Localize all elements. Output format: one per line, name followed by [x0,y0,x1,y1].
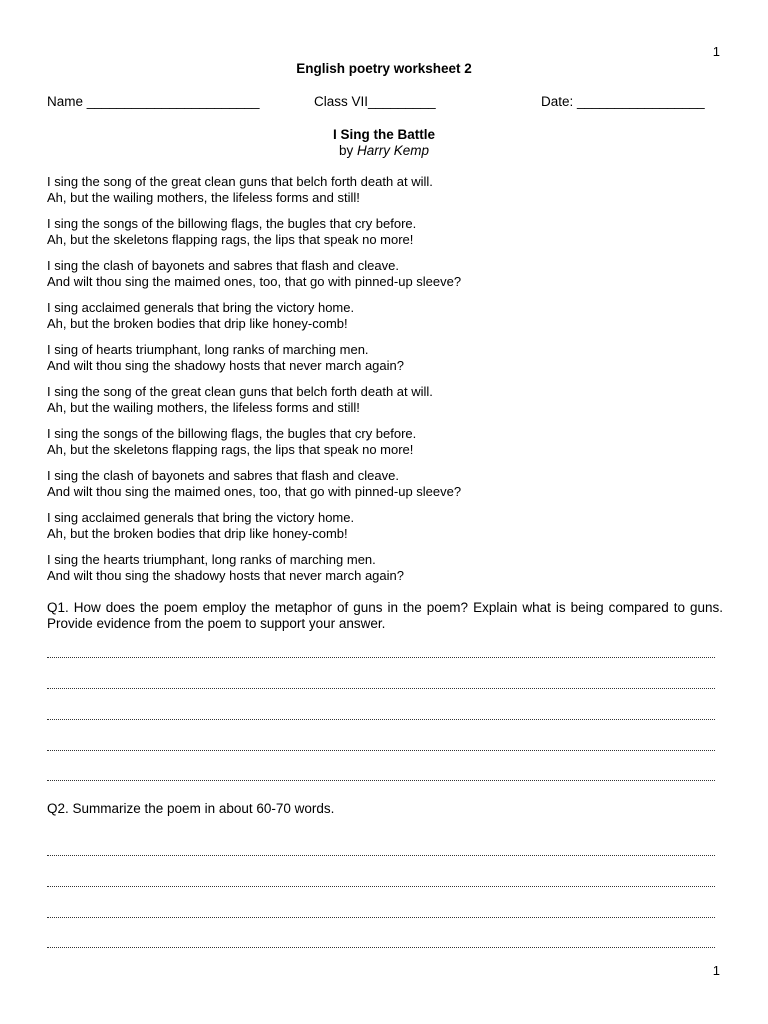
poem-line: Ah, but the wailing mothers, the lifeless forms and still! [47,399,360,415]
question-2: Q2. Summarize the poem in about 60-70 words. [47,801,335,816]
poem-stanzas [47,174,727,594]
poem-stanza [47,216,727,247]
class-field[interactable]: Class VII_________ [314,94,436,109]
student-info-fields [47,94,722,112]
poem-stanza [47,300,727,331]
poem-line: I sing the clash of bayonets and sabres that flash and cleave. [47,468,399,483]
poem-line: I sing the song of the great clean guns that belch forth death at will. [47,174,433,189]
answer-line-q2[interactable] [47,885,715,887]
byline-prefix: by [338,143,354,158]
poem-line: Ah, but the wailing mothers, the lifeless forms and still! [47,189,360,205]
poem-line: And wilt thou sing the shadowy hosts that never march again? [47,357,404,373]
poem-stanza [47,468,727,499]
question-1: Q1. How does the poem employ the metaphor of guns in the poem? Explain what is being compared to guns. Provide evidence from the poem to support your answer. [47,600,723,631]
poem-line: Ah, but the skeletons flapping rags, the lips that speak no more! [47,441,414,457]
page-number-bottom: 1 [712,963,720,978]
answer-line-q2[interactable] [47,916,715,918]
poem-line: And wilt thou sing the shadowy hosts that never march again? [47,567,404,583]
answer-line-q1[interactable] [47,718,715,720]
poem-byline [0,143,768,158]
poem-line: I sing the songs of the billowing flags, the bugles that cry before. [47,216,417,231]
poem-line: I sing the hearts triumphant, long ranks of marching men. [47,552,376,567]
poem-stanza [47,552,727,583]
poem-line: Ah, but the broken bodies that drip like honey-comb! [47,525,348,541]
page-number-top: 1 [712,44,720,59]
answer-line-q1[interactable] [47,656,715,658]
poem-title: I Sing the Battle [332,127,435,142]
answer-line-q2[interactable] [47,946,715,948]
answer-line-q1[interactable] [47,749,715,751]
poem-line: I sing the songs of the billowing flags, the bugles that cry before. [47,426,417,441]
poem-stanza [47,384,727,415]
poem-line: And wilt thou sing the maimed ones, too, that go with pinned-up sleeve? [47,273,462,289]
answer-line-q1[interactable] [47,687,715,689]
poem-line: I sing the song of the great clean guns that belch forth death at will. [47,384,433,399]
poem-stanza [47,342,727,373]
date-field[interactable]: Date: _________________ [541,94,705,109]
poem-line: And wilt thou sing the maimed ones, too, that go with pinned-up sleeve? [47,483,462,499]
poem-stanza [47,258,727,289]
poem-line: I sing the clash of bayonets and sabres that flash and cleave. [47,258,399,273]
poem-line: Ah, but the skeletons flapping rags, the lips that speak no more! [47,231,414,247]
worksheet-title: English poetry worksheet 2 [296,61,472,76]
poem-stanza [47,510,727,541]
poem-stanza [47,174,727,205]
poem-line: I sing of hearts triumphant, long ranks of marching men. [47,342,369,357]
name-field[interactable]: Name _______________________ [47,94,260,109]
poem-stanza [47,426,727,457]
answer-line-q2[interactable] [47,854,715,856]
poem-author: Harry Kemp [357,143,430,158]
poem-line: Ah, but the broken bodies that drip like honey-comb! [47,315,348,331]
answer-line-q1[interactable] [47,779,715,781]
poem-line: I sing acclaimed generals that bring the victory home. [47,300,355,315]
poem-line: I sing acclaimed generals that bring the victory home. [47,510,355,525]
